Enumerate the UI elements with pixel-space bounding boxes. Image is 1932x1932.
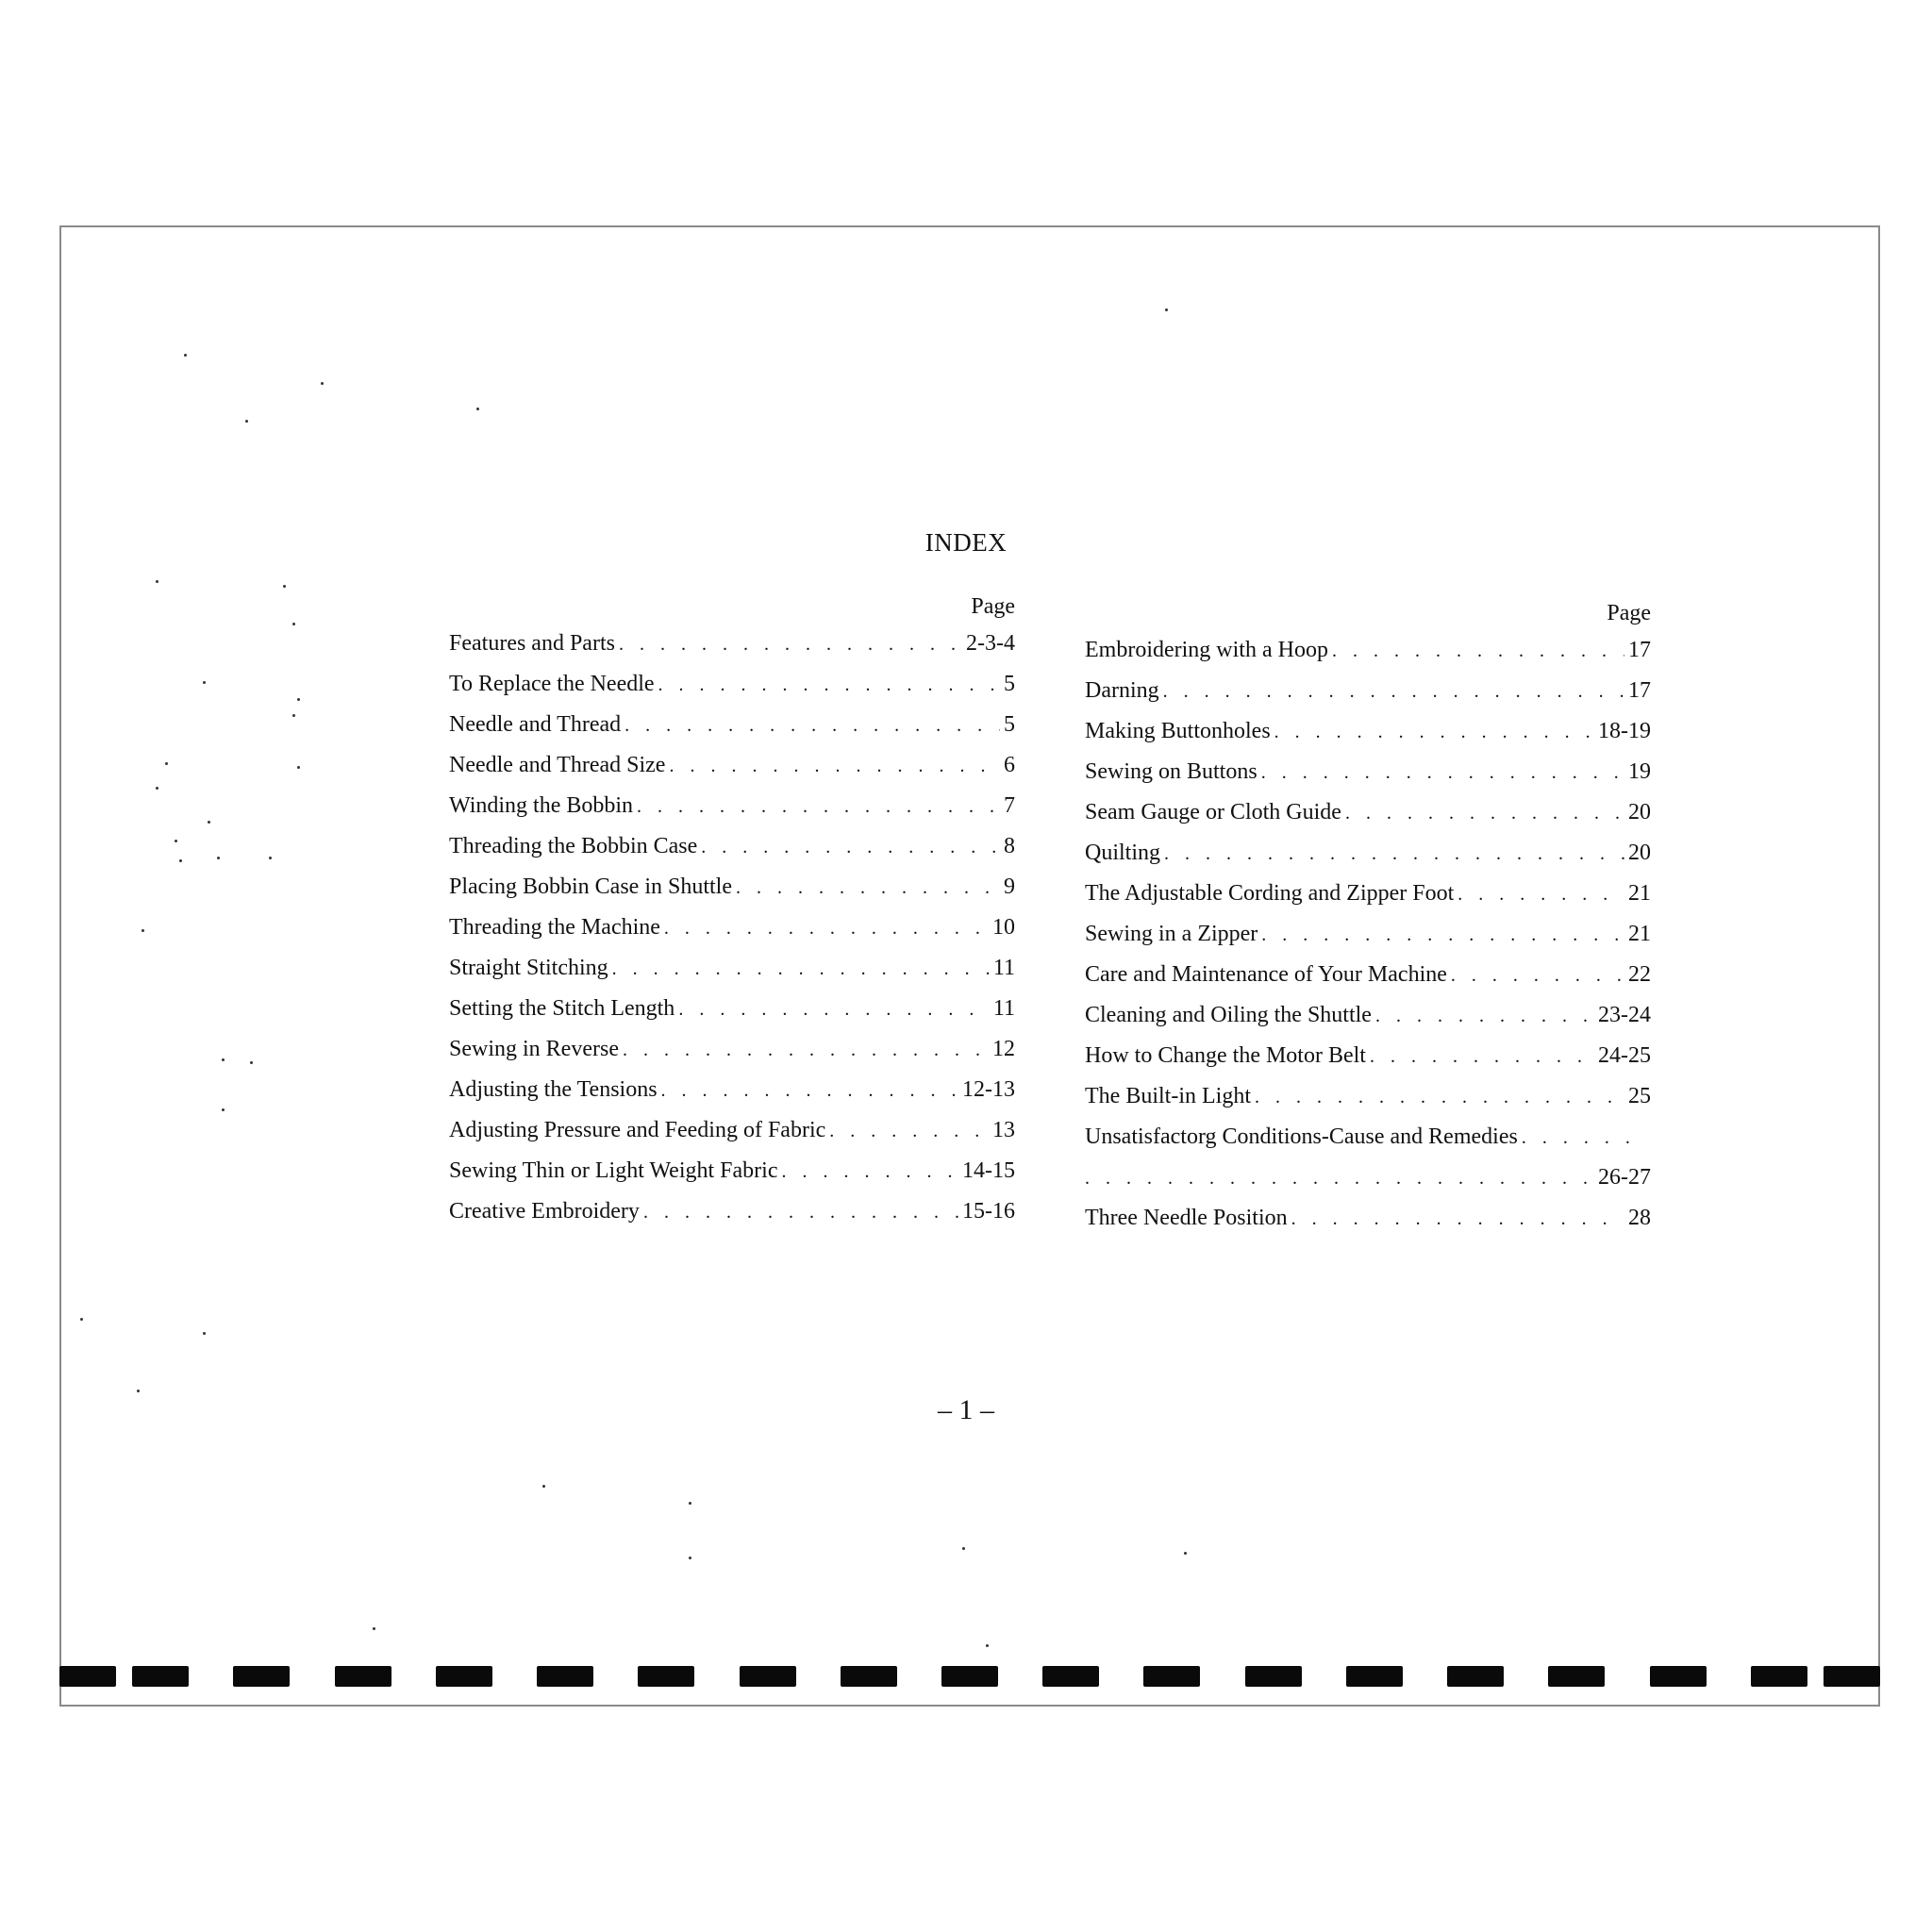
dot-leader	[829, 1111, 989, 1152]
toc-entry-page: 19	[1628, 759, 1651, 784]
perforation-mark	[638, 1666, 694, 1687]
toc-entry-page: 28	[1628, 1206, 1651, 1230]
dot-leader	[637, 787, 1000, 827]
dot-leader	[619, 625, 962, 665]
toc-entry-label: To Replace the Needle	[449, 672, 655, 696]
left-entries-list	[449, 624, 1015, 1232]
scan-speck	[297, 698, 300, 701]
toc-entry-page: 12-13	[962, 1077, 1015, 1102]
toc-entry-page: 26-27	[1598, 1165, 1651, 1190]
scan-speck	[156, 787, 158, 790]
toc-entry-label: Creative Embroidery	[449, 1199, 640, 1224]
perforation-mark	[841, 1666, 897, 1687]
perforation-mark	[941, 1666, 998, 1687]
toc-entry-page: 2-3-4	[966, 631, 1015, 656]
toc-entry-label: Cleaning and Oiling the Shuttle	[1085, 1003, 1372, 1027]
dot-leader	[1274, 712, 1594, 753]
perforation-mark	[1346, 1666, 1403, 1687]
toc-entry	[1085, 1036, 1651, 1076]
scan-speck	[689, 1502, 691, 1505]
scan-speck	[80, 1318, 83, 1321]
toc-entry-page: 22	[1628, 962, 1651, 987]
toc-entry-label: How to Change the Motor Belt	[1085, 1043, 1366, 1068]
dot-leader	[1451, 956, 1624, 996]
toc-entry	[1085, 874, 1651, 914]
perforation-mark	[1143, 1666, 1200, 1687]
toc-entry-label: The Adjustable Cording and Zipper Foot	[1085, 881, 1455, 906]
toc-entry	[449, 786, 1015, 826]
toc-entry	[449, 1070, 1015, 1110]
scan-speck	[269, 857, 272, 859]
toc-entry	[1085, 914, 1651, 955]
dot-leader	[658, 665, 1000, 706]
toc-entry-page: 18-19	[1598, 719, 1651, 743]
dot-leader	[625, 706, 1000, 746]
toc-entry-label: Adjusting the Tensions	[449, 1077, 658, 1102]
dot-leader	[664, 908, 989, 949]
dot-leader	[1345, 793, 1624, 834]
toc-entry-page: 15-16	[962, 1199, 1015, 1224]
toc-entry-page: 9	[1004, 874, 1015, 899]
toc-entry-label: Unsatisfactorg Conditions-Cause and Remedies	[1085, 1124, 1518, 1149]
toc-entry-page: 5	[1004, 712, 1015, 737]
toc-entry-label: Sewing Thin or Light Weight Fabric	[449, 1158, 778, 1183]
toc-entry	[449, 664, 1015, 705]
toc-entry-page: 20	[1628, 841, 1651, 865]
toc-entry-label: Threading the Bobbin Case	[449, 834, 698, 858]
scan-speck	[292, 714, 295, 717]
toc-entry	[449, 624, 1015, 664]
toc-entry	[1085, 1117, 1651, 1158]
toc-entry-label: Straight Stitching	[449, 956, 608, 980]
toc-entry	[449, 826, 1015, 867]
dot-leader	[1261, 753, 1624, 793]
scan-speck	[222, 1058, 225, 1061]
toc-entry-label: Sewing in Reverse	[449, 1037, 619, 1061]
toc-entry-page: 7	[1004, 793, 1015, 818]
toc-entry-label: Quilting	[1085, 841, 1161, 865]
toc-entry	[1085, 833, 1651, 874]
dot-leader	[1332, 631, 1624, 672]
toc-entry	[1085, 752, 1651, 792]
toc-entry	[1085, 955, 1651, 995]
perforation-mark	[436, 1666, 492, 1687]
toc-entry-page: 8	[1004, 834, 1015, 858]
perforation-mark	[59, 1666, 116, 1687]
dot-leader	[1522, 1118, 1647, 1158]
dot-leader	[623, 1030, 989, 1071]
perforation-mark	[1245, 1666, 1302, 1687]
dot-leader	[701, 827, 1000, 868]
scan-speck	[962, 1547, 965, 1550]
dot-leader	[1370, 1037, 1594, 1077]
toc-entry	[449, 745, 1015, 786]
toc-entry-page: 24-25	[1598, 1043, 1651, 1068]
toc-entry-label: Sewing on Buttons	[1085, 759, 1257, 784]
dot-leader	[612, 949, 990, 990]
toc-entry-label: Embroidering with a Hoop	[1085, 638, 1328, 662]
toc-entry-label: Features and Parts	[449, 631, 615, 656]
toc-entry-label: Placing Bobbin Case in Shuttle	[449, 874, 732, 899]
dot-leader	[643, 1192, 958, 1233]
scan-speck	[217, 857, 220, 859]
perforation-mark	[335, 1666, 391, 1687]
toc-entry	[1085, 630, 1651, 671]
dot-leader	[1291, 1199, 1624, 1240]
dot-leader	[1255, 1077, 1624, 1118]
toc-entry-label: Sewing in a Zipper	[1085, 922, 1258, 946]
toc-entry-page: 21	[1628, 881, 1651, 906]
toc-entry	[449, 1029, 1015, 1070]
toc-entry	[449, 705, 1015, 745]
toc-entry-label: Winding the Bobbin	[449, 793, 634, 818]
scan-speck	[245, 420, 248, 423]
toc-entry-page: 20	[1628, 800, 1651, 824]
right-entries-list	[1085, 630, 1651, 1239]
toc-entry-label: Needle and Thread Size	[449, 753, 666, 777]
toc-entry	[449, 989, 1015, 1029]
toc-entry	[1085, 1198, 1651, 1239]
toc-entry-page: 25	[1628, 1084, 1651, 1108]
toc-entry	[1085, 792, 1651, 833]
toc-entry-page: 11	[992, 996, 1015, 1021]
toc-entry	[1085, 1076, 1651, 1117]
dot-leader	[678, 990, 990, 1030]
dot-leader	[1163, 672, 1624, 712]
scan-speck	[137, 1390, 140, 1392]
scan-speck	[203, 1332, 206, 1335]
toc-entry-label: Needle and Thread	[449, 712, 622, 737]
perforation-mark	[1824, 1666, 1880, 1687]
scan-speck	[689, 1557, 691, 1559]
perforation-mark	[537, 1666, 593, 1687]
left-column	[449, 590, 1015, 1232]
scan-speck	[297, 766, 300, 769]
right-column	[1085, 596, 1651, 1239]
dot-leader	[781, 1152, 958, 1192]
toc-entry	[449, 867, 1015, 908]
index-title: INDEX	[924, 528, 1008, 557]
dot-leader	[736, 868, 1000, 908]
perforation-strip	[59, 1666, 1880, 1687]
toc-entry-page: 11	[992, 956, 1015, 980]
scan-speck	[179, 859, 182, 862]
toc-entry-page: 17	[1628, 678, 1651, 703]
dot-leader	[1085, 1158, 1594, 1199]
toc-entry-label: Making Buttonholes	[1085, 719, 1271, 743]
perforation-mark	[1042, 1666, 1099, 1687]
perforation-mark	[132, 1666, 189, 1687]
scan-speck	[203, 681, 206, 684]
scan-speck	[542, 1485, 545, 1488]
toc-entry	[449, 1151, 1015, 1191]
scan-speck	[208, 821, 210, 824]
toc-entry-page: 21	[1628, 922, 1651, 946]
perforation-mark	[1548, 1666, 1605, 1687]
page-column-header: Page	[971, 594, 1015, 619]
toc-entry-page: 14-15	[962, 1158, 1015, 1183]
scan-speck	[165, 762, 168, 765]
toc-entry	[1085, 671, 1651, 711]
scan-speck	[184, 354, 187, 357]
toc-entry-label: Adjusting Pressure and Feeding of Fabric	[449, 1118, 826, 1142]
perforation-mark	[233, 1666, 290, 1687]
dot-leader	[1261, 915, 1624, 956]
scan-speck	[222, 1108, 225, 1111]
dot-leader	[661, 1071, 958, 1111]
toc-entry-label: The Built-in Light	[1085, 1084, 1251, 1108]
toc-entry-page: 10	[992, 915, 1015, 940]
dot-leader	[1164, 834, 1624, 874]
dot-leader	[1375, 996, 1594, 1037]
toc-entry	[449, 908, 1015, 948]
toc-entry-page: 13	[992, 1118, 1015, 1142]
perforation-mark	[1650, 1666, 1707, 1687]
scan-speck	[321, 382, 324, 385]
toc-entry	[1085, 995, 1651, 1036]
scan-speck	[283, 585, 286, 588]
scan-speck	[250, 1061, 253, 1064]
toc-entry-page: 5	[1004, 672, 1015, 696]
toc-entry-label: Threading the Machine	[449, 915, 660, 940]
page-column-header: Page	[1607, 601, 1651, 625]
toc-entry	[449, 948, 1015, 989]
scan-speck	[292, 623, 295, 625]
scan-speck	[476, 408, 479, 410]
toc-entry-page: 17	[1628, 638, 1651, 662]
scan-speck	[1165, 308, 1168, 311]
scan-speck	[142, 929, 144, 932]
perforation-mark	[740, 1666, 796, 1687]
toc-entry-label: Care and Maintenance of Your Machine	[1085, 962, 1447, 987]
toc-entry-page: 23-24	[1598, 1003, 1651, 1027]
toc-entry-label: Darning	[1085, 678, 1159, 703]
scan-speck	[986, 1644, 989, 1647]
toc-entry-page: 6	[1004, 753, 1015, 777]
dot-leader	[669, 746, 1000, 787]
dot-leader	[1457, 874, 1624, 915]
toc-entry-label: Three Needle Position	[1085, 1206, 1288, 1230]
perforation-mark	[1751, 1666, 1807, 1687]
toc-entry	[1085, 1158, 1651, 1198]
toc-entry	[449, 1110, 1015, 1151]
toc-entry	[1085, 711, 1651, 752]
toc-entry-page: 12	[992, 1037, 1015, 1061]
toc-entry-label: Seam Gauge or Cloth Guide	[1085, 800, 1341, 824]
toc-entry-label: Setting the Stitch Length	[449, 996, 675, 1021]
scan-speck	[373, 1627, 375, 1630]
scan-speck	[175, 840, 177, 842]
scan-speck	[1184, 1552, 1187, 1555]
toc-entry	[449, 1191, 1015, 1232]
scan-speck	[156, 580, 158, 583]
page-number: – 1 –	[938, 1394, 994, 1425]
perforation-mark	[1447, 1666, 1504, 1687]
